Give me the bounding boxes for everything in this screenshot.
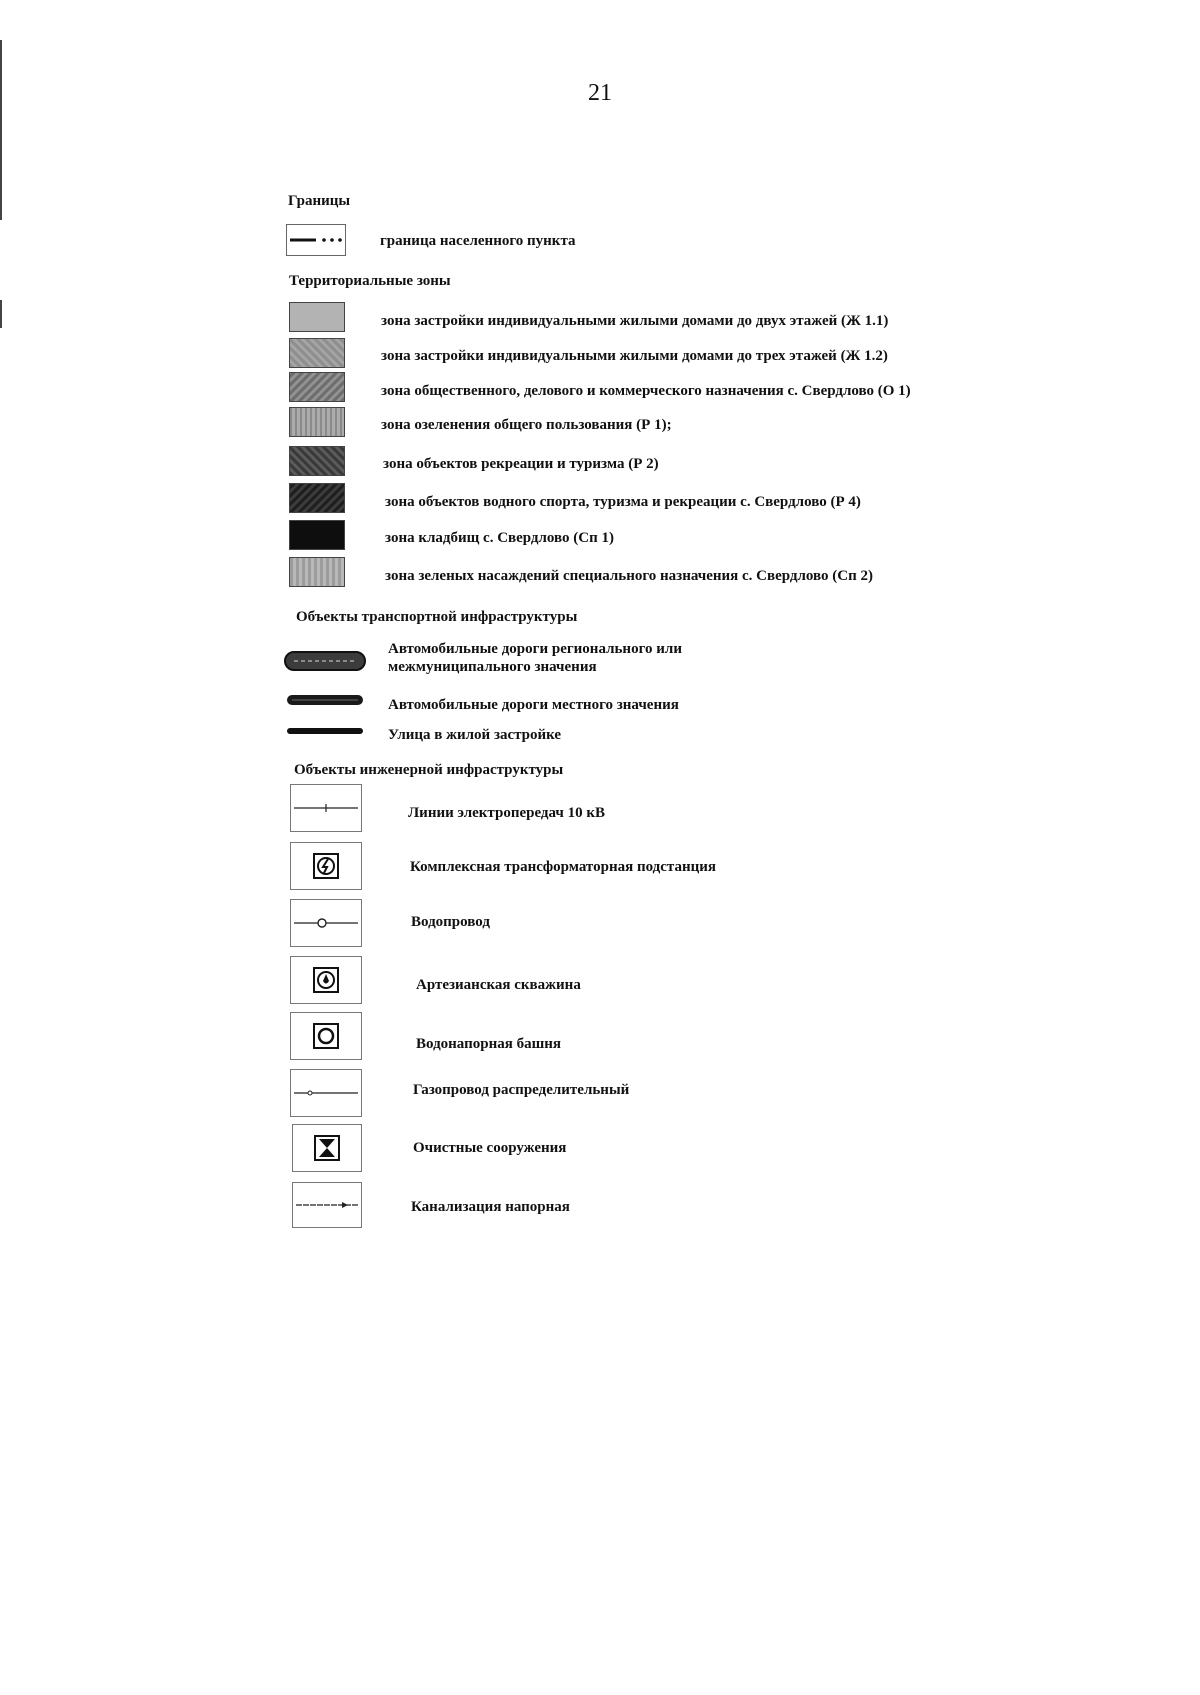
zone-swatch-zh12 xyxy=(289,338,345,368)
gas-pipeline-label: Газопровод распределительный xyxy=(413,1082,630,1098)
local-road-icon xyxy=(286,692,364,708)
zone-swatch-zh11 xyxy=(289,302,345,332)
zone-swatch-sp2 xyxy=(289,557,345,587)
zone-label-zh11: зона застройки индивидуальными жилыми домами до двух этажей (Ж 1.1) xyxy=(381,313,889,329)
gas-pipeline-icon xyxy=(290,1069,362,1117)
zone-swatch-sp1 xyxy=(289,520,345,550)
page-number: 21 xyxy=(588,80,612,106)
water-pipe-icon xyxy=(290,899,362,947)
regional-road-label-line2: межмуниципального значения xyxy=(388,659,597,675)
zone-label-r2: зона объектов рекреации и туризма (Р 2) xyxy=(383,456,659,472)
residential-street-label: Улица в жилой застройке xyxy=(388,727,562,743)
zone-label-o1: зона общественного, делового и коммерческого назначения с. Свердлово (О 1) xyxy=(381,383,911,399)
artesian-well-icon xyxy=(290,956,362,1004)
scan-edge-mark xyxy=(0,300,2,328)
water-pipe-label: Водопровод xyxy=(411,914,490,930)
water-tower-label: Водонапорная башня xyxy=(416,1036,562,1052)
treatment-plant-label: Очистные сооружения xyxy=(413,1140,567,1156)
local-road-label: Автомобильные дороги местного значения xyxy=(388,697,679,713)
water-tower-icon xyxy=(290,1012,362,1060)
power-line-icon xyxy=(290,784,362,832)
scan-edge-line xyxy=(0,40,2,220)
power-line-label: Линии электропередач 10 кВ xyxy=(408,805,606,821)
zone-label-zh12: зона застройки индивидуальными жилыми домами до трех этажей (Ж 1.2) xyxy=(381,348,888,364)
zone-label-sp1: зона кладбищ с. Свердлово (Сп 1) xyxy=(385,530,615,546)
boundaries-heading: Границы xyxy=(288,193,351,209)
settlement-boundary-line-icon xyxy=(286,224,346,256)
regional-road-label-line1: Автомобильные дороги регионального или xyxy=(388,641,682,657)
zone-label-sp2: зона зеленых насаждений специального назначения с. Свердлово (Сп 2) xyxy=(385,568,873,584)
zone-swatch-r4 xyxy=(289,483,345,513)
pressure-sewer-icon xyxy=(292,1182,362,1228)
zone-label-r1: зона озеленения общего пользования (Р 1); xyxy=(381,417,672,433)
zones-heading: Территориальные зоны xyxy=(289,273,451,289)
zone-label-r4: зона объектов водного спорта, туризма и рекреации с. Свердлово (Р 4) xyxy=(385,494,861,510)
transport-heading: Объекты транспортной инфраструктуры xyxy=(296,609,578,625)
residential-street-icon xyxy=(286,726,364,736)
artesian-well-label: Артезианская скважина xyxy=(416,977,581,993)
treatment-plant-icon xyxy=(292,1124,362,1172)
boundary-label: граница населенного пункта xyxy=(380,233,576,249)
zone-swatch-o1 xyxy=(289,372,345,402)
transformer-substation-label: Комплексная трансформаторная подстанция xyxy=(410,859,716,875)
engineering-heading: Объекты инженерной инфраструктуры xyxy=(294,762,564,778)
zone-swatch-r2 xyxy=(289,446,345,476)
regional-road-icon xyxy=(284,650,366,672)
zone-swatch-r1 xyxy=(289,407,345,437)
transformer-substation-icon xyxy=(290,842,362,890)
pressure-sewer-label: Канализация напорная xyxy=(411,1199,570,1215)
